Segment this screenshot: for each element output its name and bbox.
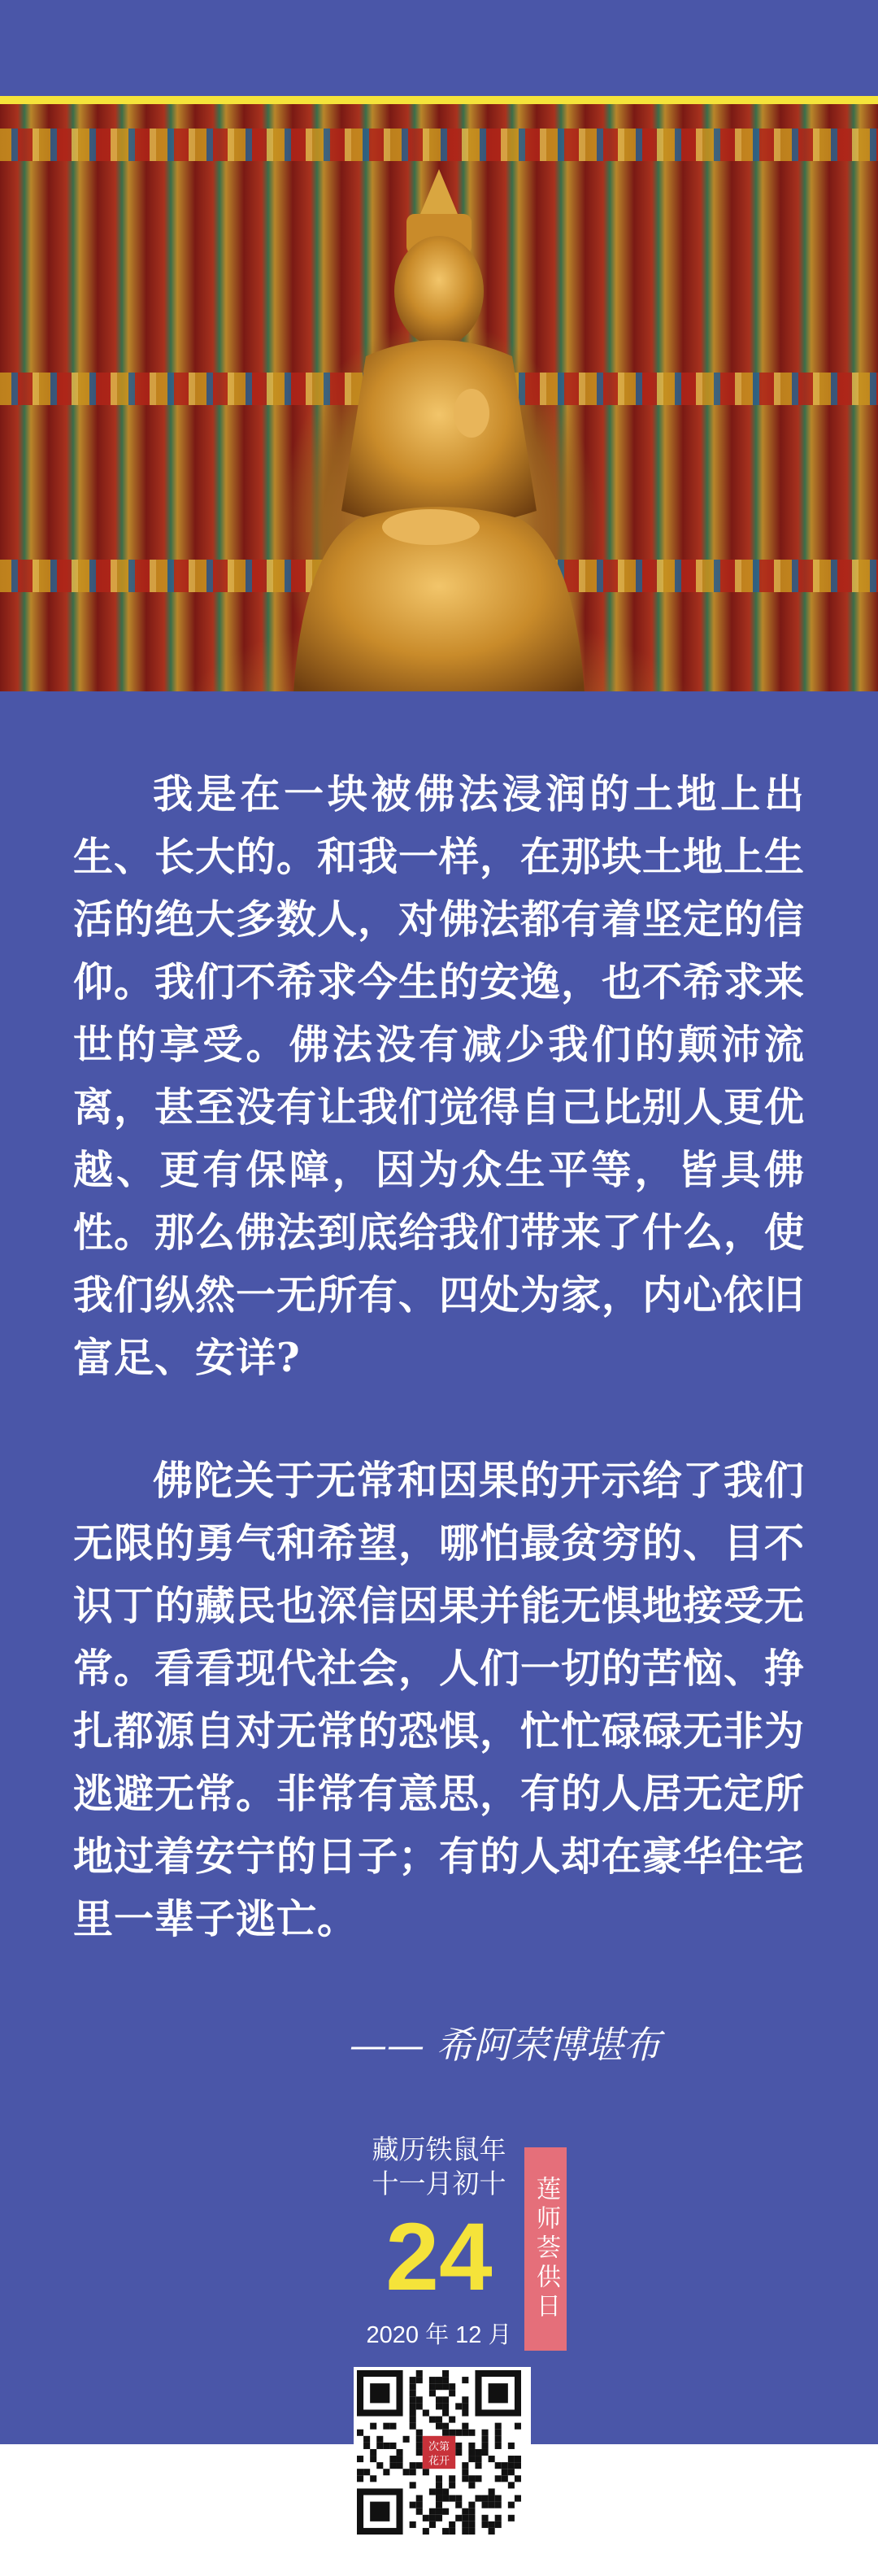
- qr-center-label-bottom: 花开: [428, 2455, 450, 2468]
- paragraph-1: 我是在一块被佛法浸润的土地上出生、长大的。和我一样，在那块土地上生活的绝大多数人，对佛法都有着坚定的信仰。我们不希求今生的安逸，也不希求来世的享受。佛法没有减少我们的颠沛流离，甚至没有让我们觉得自己比别人更优越、更有保障，因为众生平等，皆具佛性。那么佛法到底给我们带来了什么，使我们纵然一无所有、四处为家，内心依旧富足、安详?: [73, 770, 806, 1381]
- festival-badge: [524, 2147, 567, 2351]
- qr-code[interactable]: [354, 2367, 531, 2544]
- calendar-day-number: 24: [385, 2203, 493, 2311]
- lunar-year: 藏历铁鼠年: [372, 2134, 506, 2164]
- author-signature: —— 希阿荣博堪布: [350, 2023, 661, 2067]
- festival-label: 莲师荟供日: [532, 2176, 559, 2322]
- qr-center-label-top: 次第: [428, 2440, 450, 2453]
- golden-statue-icon: [268, 169, 610, 691]
- top-accent-line: [0, 96, 878, 104]
- paragraph-2: 佛陀关于无常和因果的开示给了我们无限的勇气和希望，哪怕最贫穷的、目不识丁的藏民也深信因果并能无惧地接受无常。看看现代社会，人们一切的苦恼、挣扎都源自对无常的恐惧，忙忙碌碌无非为逃避无常。非常有意思，有的人居无定所地过着安宁的日子；有的人却在豪华住宅里一辈子逃亡。: [73, 1457, 806, 1942]
- lunar-day: 十一月初十: [372, 2168, 506, 2199]
- temple-frieze-top: [0, 129, 878, 161]
- qr-code-icon: [357, 2370, 521, 2535]
- padmasambhava-statue-photo: [0, 104, 878, 691]
- calendar-month: 2020 年 12 月: [366, 2322, 512, 2348]
